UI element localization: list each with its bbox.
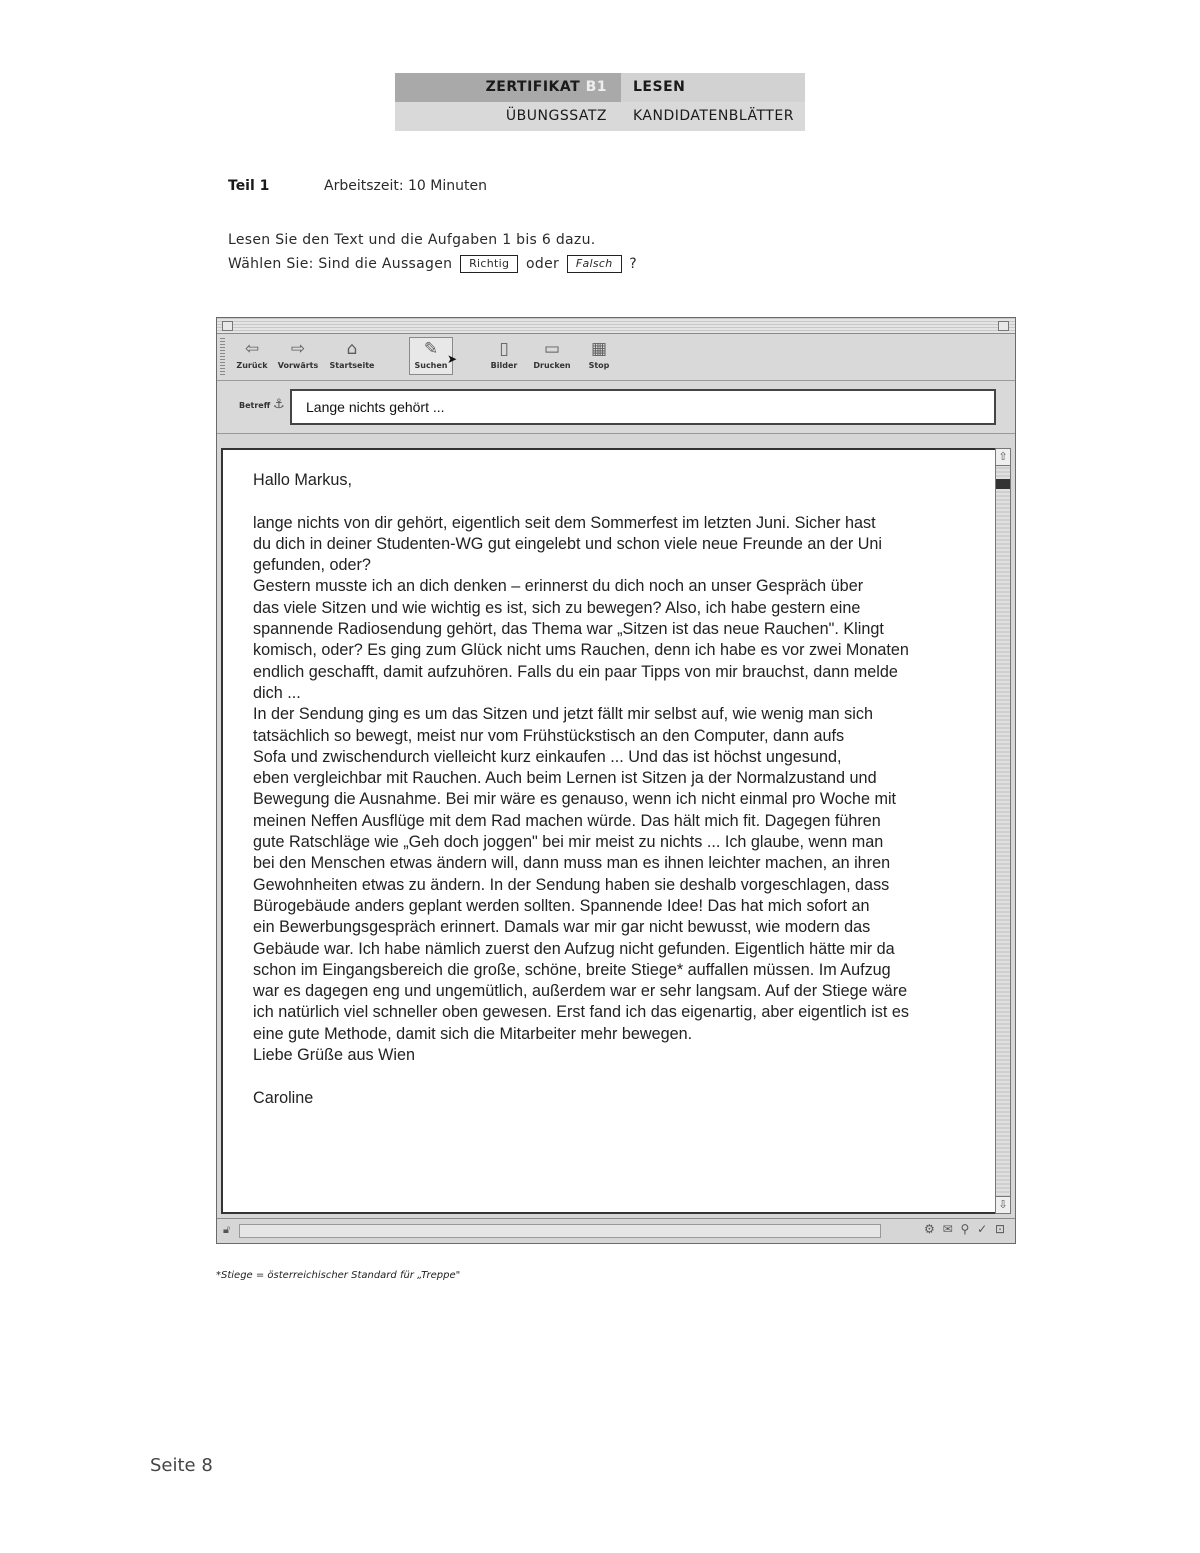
instruction-line-2 (228, 252, 637, 276)
email-line: du dich in deiner Studenten-WG gut eingelebt und schon viele neue Freunde an der Uni (253, 534, 883, 553)
back-button[interactable] (227, 338, 277, 372)
email-line: schon im Eingangsbereich die große, schöne, breite Stiege* auffallen müssen. Im Aufzug (253, 960, 891, 979)
attachment-icon[interactable]: ⚓ (273, 397, 285, 412)
exam-header (395, 73, 805, 131)
set-label: ÜBUNGSSATZ (395, 102, 621, 131)
email-line: spannende Radiosendung gehört, das Thema war „Sitzen ist das neue Rauchen". Klingt (253, 620, 884, 639)
subject-bar (217, 381, 1015, 434)
scroll-down-icon[interactable]: ⇩ (996, 1196, 1010, 1213)
forward-button[interactable] (273, 338, 323, 372)
page-number: Seite 8 (150, 1455, 213, 1476)
message-body[interactable] (221, 448, 996, 1214)
email-paragraphs (253, 513, 983, 1067)
work-time: Arbeitszeit: 10 Minuten (324, 178, 487, 194)
stop-label: Stop (588, 361, 610, 370)
richtig-box: Richtig (460, 255, 518, 273)
subject-label: Betreff (239, 401, 271, 410)
instructions (228, 228, 637, 276)
email-line: tatsächlich so bewegt, meist nur vom Frühstückstisch an den Computer, dann aufs (253, 726, 845, 745)
email-line: Bürogebäude anders geplant werden sollten. Spannende Idee! Das hat mich sofort an (253, 896, 870, 915)
email-line: gute Ratschläge wie „Geh doch joggen" bei mir meist zu nichts ... Ich glaube, wenn man (253, 833, 884, 852)
email-line: Bewegung die Ausnahme. Bei mir wäre es genauso, wenn ich nicht einmal pro Woche mit (253, 790, 897, 809)
instruction-prefix: Wählen Sie: Sind die Aussagen (228, 256, 453, 272)
print-label: Drucken (533, 361, 571, 370)
email-line: Gewohnheiten etwas zu ändern. In der Sendung haben sie deshalb vorgeschlagen, dass (253, 875, 890, 894)
email-line: ein Bewerbungsgespräch erinnert. Damals war mir gar nicht bewusst, wie modern das (253, 918, 871, 937)
lock-icon: 🔓︎ (223, 1223, 231, 1236)
email-line: endlich geschafft, damit aufzuhören. Falls du ein paar Tipps von mir brauchst, dann melde (253, 662, 898, 681)
email-line: meinen Neffen Ausflüge mit dem Rad machen würde. Das hält mich fit. Dagegen führen (253, 811, 881, 830)
back-label: Zurück (236, 361, 268, 370)
email-line: Gebäude war. Ich habe nämlich zuerst den Aufzug nicht gefunden. Eigentlich hätte mir da (253, 939, 895, 958)
greeting: Hallo Markus, (253, 471, 352, 489)
email-line: ich natürlich viel schneller oben gewesen. Erst fand ich das eigenartig, aber eigentlich ist es (253, 1003, 909, 1022)
forward-label: Vorwärts (277, 361, 319, 370)
cert-label: ZERTIFIKAT (485, 79, 581, 95)
status-icons: ⚙ ✉ ⚲ ✓ ⊡ (924, 1222, 1007, 1236)
email-line: Liebe Grüße aus Wien (253, 1046, 415, 1065)
back-arrow-icon: ⇦ (244, 339, 260, 359)
stop-icon: ▦ (590, 339, 608, 359)
subject-field[interactable]: Lange nichts gehört ... (290, 389, 996, 425)
email-text (253, 470, 983, 1109)
home-icon: ⌂ (346, 339, 358, 359)
images-label: Bilder (490, 361, 518, 370)
email-line: Gestern musste ich an dich denken – erinnerst du dich noch an unser Gespräch über (253, 577, 864, 596)
mail-window (216, 317, 1016, 1244)
mouse-cursor-icon: ➤ (447, 352, 458, 366)
print-icon: ▭ (543, 339, 561, 359)
scroll-thumb[interactable] (996, 479, 1010, 489)
signature: Caroline (253, 1088, 314, 1107)
email-line: Sofa und zwischendurch vielleicht kurz einkaufen ... Und das ist höchst ungesund, (253, 747, 842, 766)
email-line: dich ... (253, 683, 301, 702)
email-line: eine gute Methode, damit sich die Mitarbeiter mehr bewegen. (253, 1024, 693, 1043)
print-button[interactable] (527, 338, 577, 372)
toolbar (217, 334, 1015, 381)
email-line: war es dagegen eng und ungemütlich, außerdem war er sehr langsam. Auf der Stiege wäre (253, 982, 908, 1001)
email-line: gefunden, oder? (253, 556, 371, 575)
title-bar[interactable] (217, 318, 1015, 334)
vertical-scrollbar[interactable] (995, 448, 1011, 1214)
status-bar (217, 1218, 1015, 1243)
level-label: B1 (585, 79, 607, 95)
search-pen-icon: ✎ (423, 339, 439, 359)
email-line: bei den Menschen etwas ändern will, dann muss man es ihnen leichter machen, an ihren (253, 854, 891, 873)
zoom-box-icon[interactable] (998, 321, 1009, 331)
email-line: In der Sendung ging es um das Sitzen und jetzt fällt mir selbst auf, wie wenig man sich (253, 705, 873, 724)
horizontal-scrollbar[interactable] (239, 1224, 881, 1238)
sheets-label: KANDIDATENBLÄTTER (621, 102, 805, 131)
stop-button[interactable] (574, 338, 624, 372)
teil-heading (228, 178, 487, 194)
instruction-line-1: Lesen Sie den Text und die Aufgaben 1 bis 6 dazu. (228, 232, 596, 248)
email-line: komisch, oder? Es ging zum Glück nicht ums Rauchen, denn ich habe es vor zwei Monaten (253, 641, 909, 660)
teil-label: Teil 1 (228, 178, 270, 194)
toolbar-grip-icon[interactable] (220, 338, 225, 376)
images-button[interactable] (479, 338, 529, 372)
falsch-box: Falsch (567, 255, 622, 273)
email-line: lange nichts von dir gehört, eigentlich seit dem Sommerfest im letzten Juni. Sicher hast (253, 513, 876, 532)
email-line: das viele Sitzen und wie wichtig es ist, sich zu bewegen? Also, ich habe gestern eine (253, 598, 861, 617)
question-mark: ? (629, 256, 637, 272)
oder-text: oder (526, 256, 560, 272)
images-icon: ▯ (499, 339, 509, 359)
email-line: eben vergleichbar mit Rauchen. Auch beim Lernen ist Sitzen ja der Normalzustand und (253, 769, 877, 788)
scroll-up-icon[interactable]: ⇧ (996, 449, 1010, 466)
search-label: Suchen (414, 361, 448, 370)
home-button[interactable] (327, 338, 377, 372)
home-label: Startseite (329, 361, 375, 370)
close-box-icon[interactable] (222, 321, 233, 331)
footnote: *Stiege = österreichischer Standard für „Treppe" (216, 1270, 461, 1281)
forward-arrow-icon: ⇨ (290, 339, 306, 359)
section-label: LESEN (621, 73, 805, 102)
